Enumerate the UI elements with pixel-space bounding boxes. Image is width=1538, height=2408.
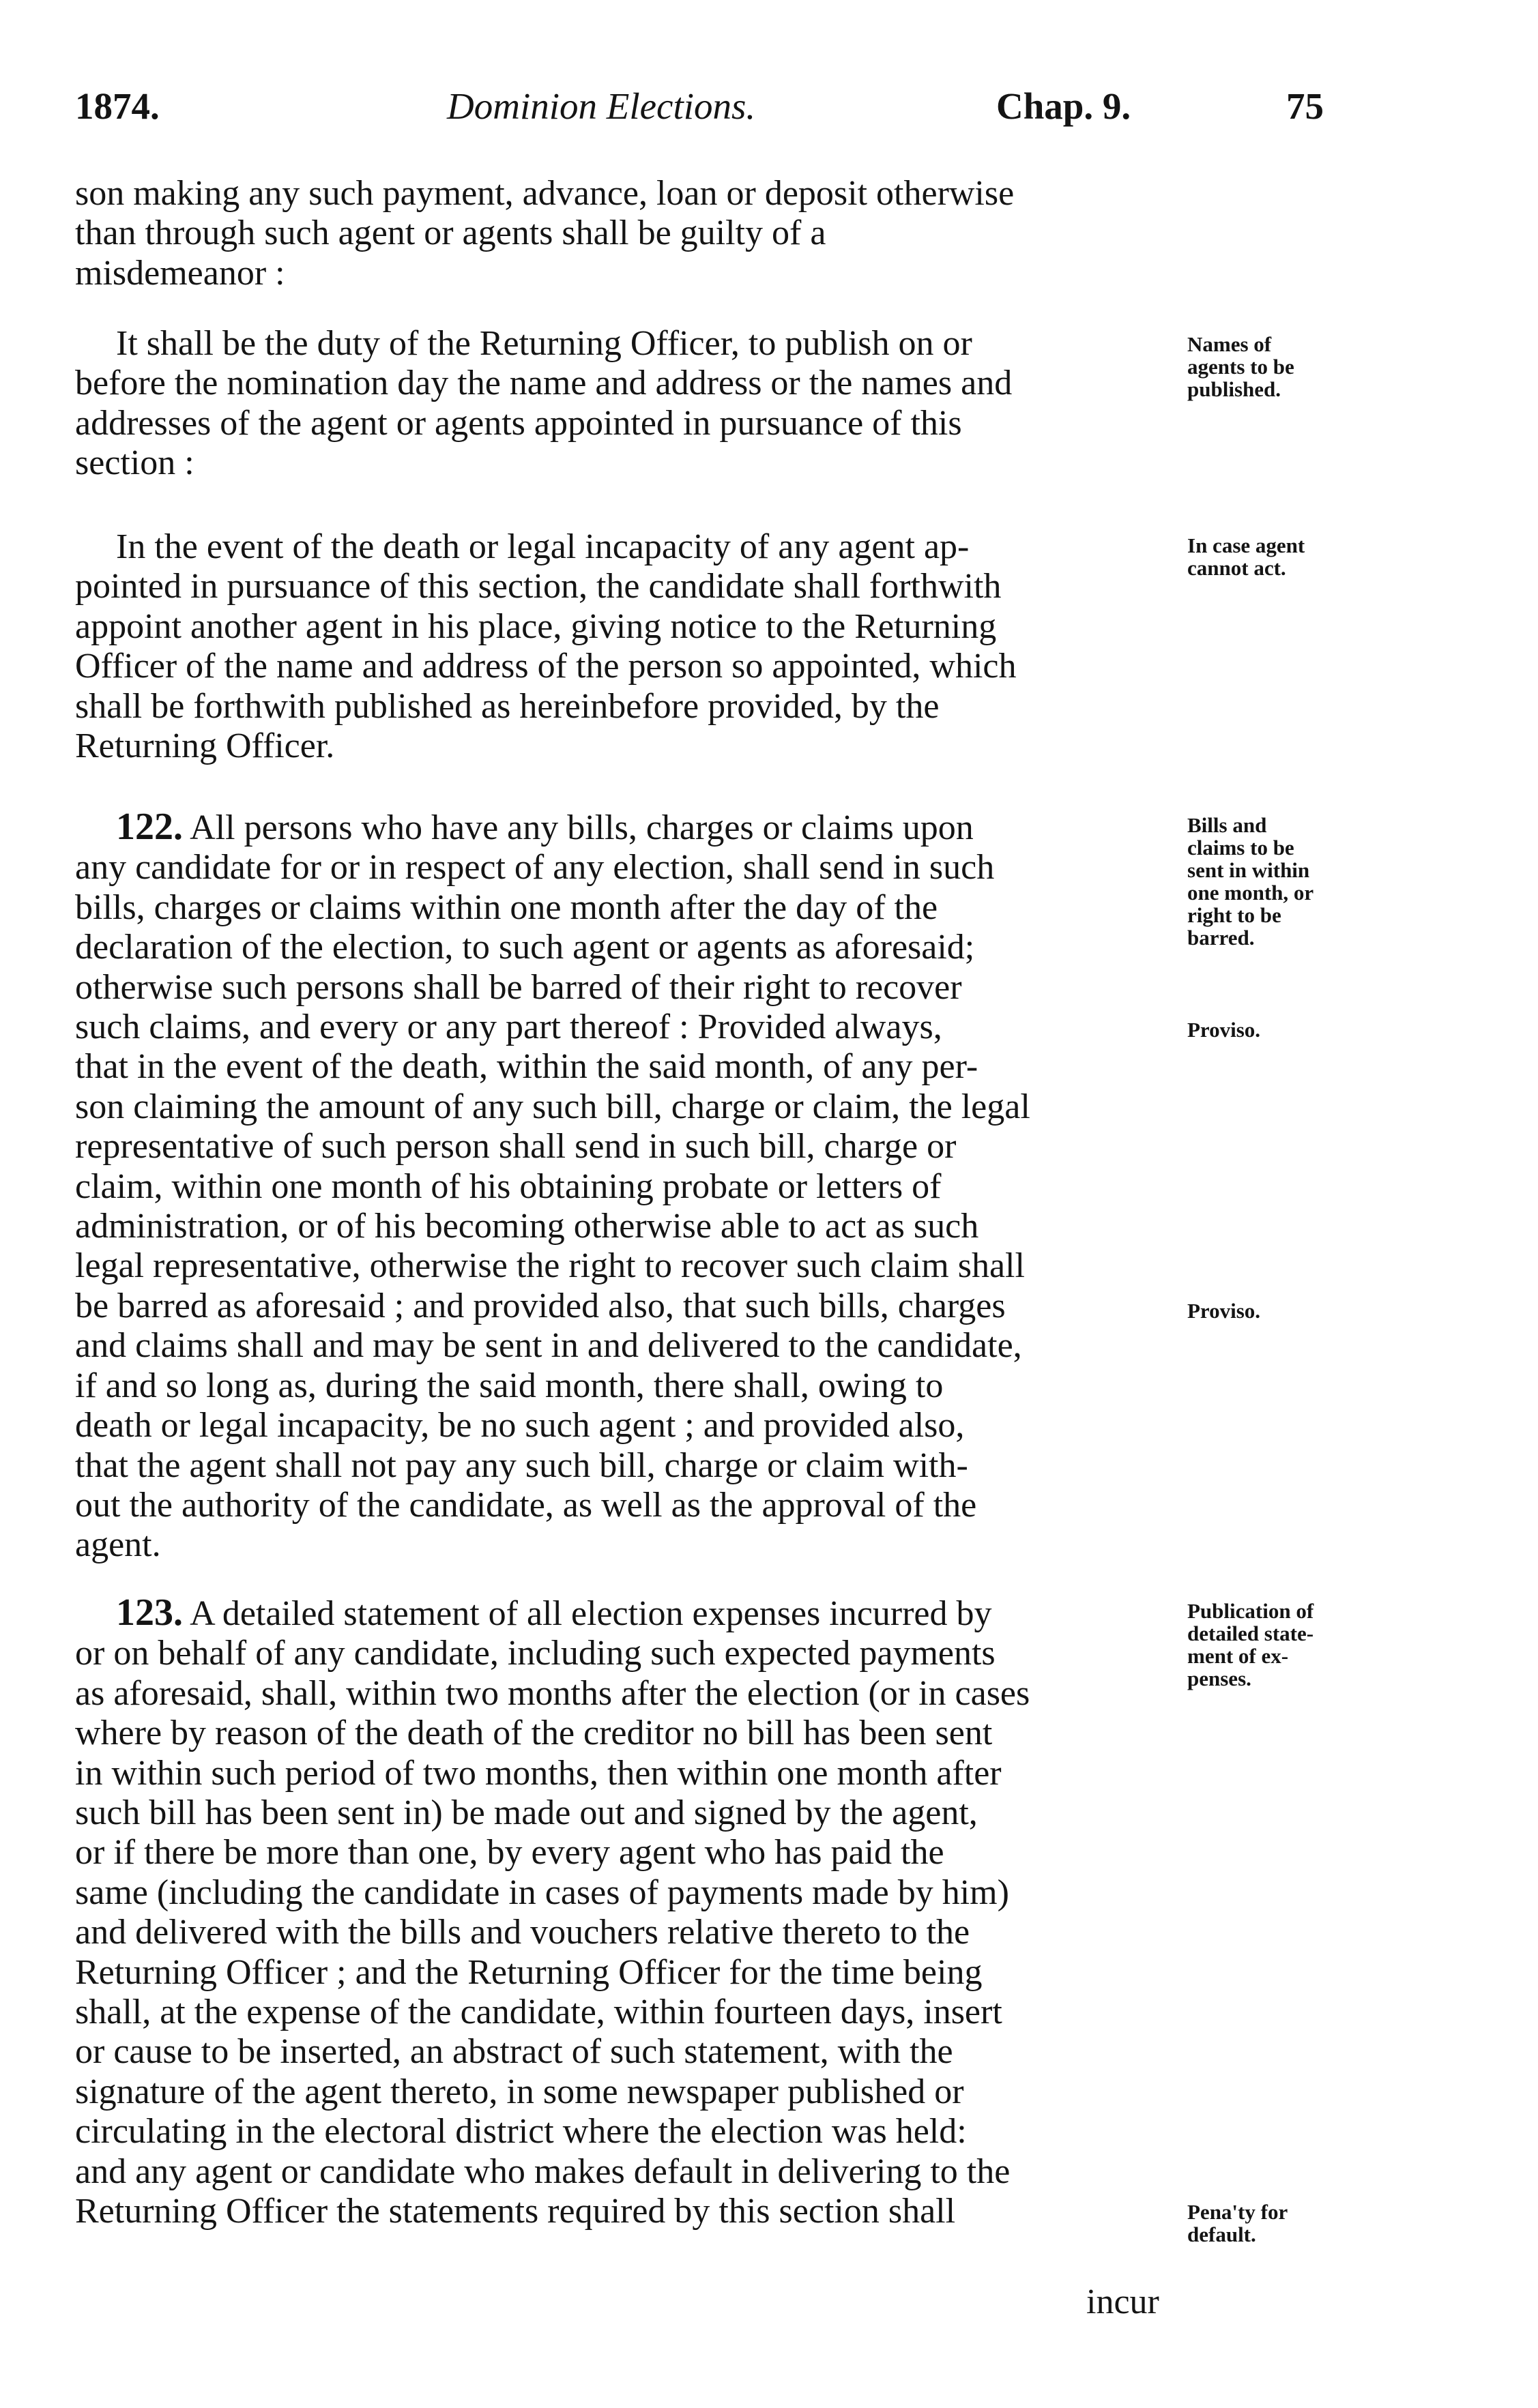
text-line: legal representative, otherwise the right to recover such claim shall <box>75 1246 1025 1286</box>
margin-note-line: Names of <box>1187 332 1272 356</box>
margin-note-names-of-agents <box>1187 333 1406 400</box>
text-line: death or legal incapacity, be no such agent ; and provided also, <box>75 1406 965 1445</box>
text-line: bills, charges or claims within one month after the day of the <box>75 887 938 927</box>
margin-note-line: right to be <box>1187 903 1281 927</box>
text-line: be barred as aforesaid ; and provided also, that such bills, charges <box>75 1286 1006 1325</box>
margin-note-line: sent in within <box>1187 858 1310 882</box>
margin-note-proviso-2 <box>1187 1300 1406 1322</box>
text-line: same (including the candidate in cases of payments made by him) <box>75 1873 1009 1912</box>
text-line: before the nomination day the name and address or the names and <box>75 364 1013 403</box>
margin-note-line: Proviso. <box>1187 1299 1261 1323</box>
text-line: son making any such payment, advance, loan or deposit otherwise <box>75 174 1015 213</box>
text-line: and any agent or candidate who makes default in delivering to the <box>75 2152 1011 2191</box>
text-line: Returning Officer the statements required by this section shall <box>75 2192 956 2231</box>
text-line: that in the event of the death, within the said month, of any per- <box>75 1047 978 1087</box>
margin-note-line: default. <box>1187 2222 1256 2246</box>
text-line: such bill has been sent in) be made out and signed by the agent, <box>75 1793 978 1833</box>
text-line: or cause to be inserted, an abstract of such statement, with the <box>75 2032 953 2072</box>
text-line: Returning Officer. <box>75 726 335 766</box>
text-line: any candidate for or in respect of any election, shall send in such <box>75 848 995 887</box>
margin-note-line: published. <box>1187 377 1281 401</box>
text-line: A detailed statement of all election expenses incurred by <box>183 1594 992 1633</box>
text-line: and claims shall and may be sent in and delivered to the candidate, <box>75 1326 1022 1366</box>
text-line: or if there be more than one, by every agent who has paid the <box>75 1833 944 1873</box>
margin-note-proviso-1 <box>1187 1018 1406 1041</box>
text-line: representative of such person shall send in such bill, charge or <box>75 1127 957 1166</box>
text-line: misdemeanor : <box>75 253 285 293</box>
paragraph-continuation <box>75 174 1180 293</box>
text-line: where by reason of the death of the creditor no bill has been sent <box>75 1714 993 1753</box>
header-year: 1874. <box>75 85 160 127</box>
text-line: than through such agent or agents shall be guilty of a <box>75 214 826 253</box>
text-line: out the authority of the candidate, as well as the approval of the <box>75 1485 977 1525</box>
paragraph-publish-agents <box>75 324 1180 484</box>
margin-note-line: In case agent <box>1187 533 1305 557</box>
text-line: addresses of the agent or agents appointed in pursuance of this <box>75 403 962 443</box>
margin-note-bills-and-claims <box>1187 814 1406 949</box>
margin-note-line: detailed state- <box>1187 1621 1314 1645</box>
text-line: Officer of the name and address of the person so appointed, which <box>75 647 1017 686</box>
margin-note-line: claims to be <box>1187 836 1294 860</box>
margin-note-line: agents to be <box>1187 355 1294 379</box>
paragraph-agent-incapacity <box>75 527 1180 766</box>
section-122 <box>75 807 1180 1566</box>
margin-note-line: barred. <box>1187 926 1255 950</box>
text-line: Returning Officer ; and the Returning Officer for the time being <box>75 1952 983 1992</box>
margin-note-penalty-for-default <box>1187 2201 1406 2246</box>
text-line: claim, within one month of his obtaining probate or letters of <box>75 1166 942 1206</box>
section-number: 123. <box>116 1591 183 1634</box>
text-line: pointed in pursuance of this section, the candidate shall forthwith <box>75 567 1002 606</box>
text-line: shall be forthwith published as hereinbefore provided, by the <box>75 686 940 726</box>
text-line: In the event of the death or legal incapacity of any agent ap- <box>116 527 970 566</box>
catchword: incur <box>1086 2282 1159 2321</box>
text-line: otherwise such persons shall be barred of their right to recover <box>75 967 962 1007</box>
text-line: son claiming the amount of any such bill, charge or claim, the legal <box>75 1087 1030 1126</box>
margin-note-line: Pena'ty for <box>1187 2200 1288 2224</box>
text-line: section : <box>75 443 194 483</box>
text-line: if and so long as, during the said month, there shall, owing to <box>75 1366 944 1405</box>
running-header <box>75 85 1331 132</box>
margin-note-publication-of-expenses <box>1187 1600 1406 1690</box>
header-chapter: Chap. 9. <box>996 85 1131 127</box>
text-line: It shall be the duty of the Returning Officer, to publish on or <box>116 324 972 363</box>
margin-note-line: cannot act. <box>1187 556 1286 580</box>
margin-note-agent-cannot-act <box>1187 534 1406 579</box>
text-line: such claims, and every or any part thereof : Provided always, <box>75 1008 942 1047</box>
margin-note-line: Bills and <box>1187 813 1267 837</box>
text-line: administration, or of his becoming otherwise able to act as such <box>75 1207 979 1246</box>
text-line: as aforesaid, shall, within two months after the election (or in cases <box>75 1673 1030 1713</box>
margin-note-line: Proviso. <box>1187 1018 1261 1042</box>
margin-note-line: Publication of <box>1187 1599 1314 1623</box>
text-line: that the agent shall not pay any such bill, charge or claim with- <box>75 1445 968 1485</box>
text-line: All persons who have any bills, charges or claims upon <box>183 808 974 847</box>
text-line: or on behalf of any candidate, including such expected payments <box>75 1634 996 1673</box>
page-number: 75 <box>1286 85 1324 127</box>
section-123 <box>75 1593 1180 2232</box>
text-line: and delivered with the bills and vouchers relative thereto to the <box>75 1913 970 1952</box>
text-line: declaration of the election, to such agent or agents as aforesaid; <box>75 928 975 967</box>
text-line: appoint another agent in his place, giving notice to the Returning <box>75 606 997 646</box>
margin-note-line: penses. <box>1187 1666 1251 1690</box>
text-line: in within such period of two months, then within one month after <box>75 1753 1002 1793</box>
header-title: Dominion Elections. <box>447 85 756 127</box>
text-line: signature of the agent thereto, in some newspaper published or <box>75 2072 964 2111</box>
margin-note-line: one month, or <box>1187 881 1314 905</box>
text-line: shall, at the expense of the candidate, within fourteen days, insert <box>75 1993 1002 2032</box>
section-number: 122. <box>116 806 183 848</box>
margin-note-line: ment of ex- <box>1187 1644 1289 1668</box>
text-line: circulating in the electoral district where the election was held: <box>75 2112 967 2152</box>
text-line: agent. <box>75 1525 161 1565</box>
